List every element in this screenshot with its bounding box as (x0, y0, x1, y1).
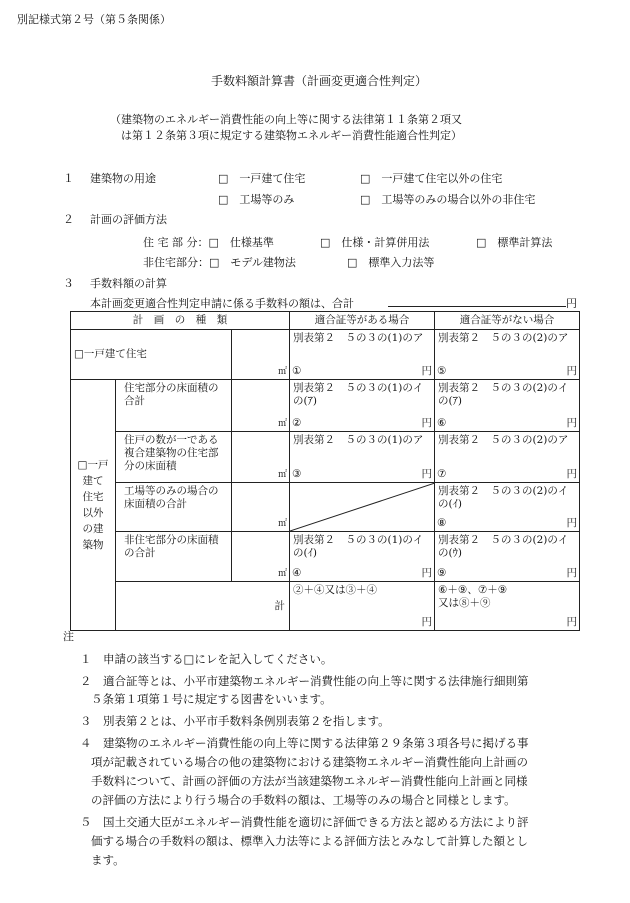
diagonal-slash (290, 483, 435, 531)
subtitle-line-1: （建築物のエネルギー消費性能の向上等に関する法律第１１条第２項又 (110, 113, 462, 126)
label-nonresidential-area: 非住宅部分の床面積の合計 (116, 532, 232, 582)
label-residential-area: 住宅部分の床面積の合計 (116, 380, 232, 432)
area-input-complex[interactable]: ㎡ (232, 432, 290, 483)
section2-label: 計画の評価方法 (90, 213, 167, 226)
note-5-line-1: ５ 国土交通大臣がエネルギー消費性能を適切に評価できる方法と認める方法により評 (80, 815, 529, 829)
detached-house-checkbox[interactable]: □一戸建て住宅 (71, 330, 232, 380)
total-without-cell[interactable]: ⑥＋⑨、⑦＋⑨ 又は⑧＋⑨ 円 (435, 582, 580, 631)
cell-with-na (290, 483, 435, 532)
cell-with-1: 別表第２ ５の３の(1)のア ① 円 (290, 330, 435, 380)
header-with-certificate: 適合証等がある場合 (290, 312, 435, 330)
other-building-checkbox[interactable]: □一戸 建て 住宅 以外 の建 築物 (71, 380, 116, 631)
area-input-detached[interactable]: ㎡ (232, 330, 290, 380)
method-nonres-model[interactable]: 非住宅部分：□ モデル建物法 (143, 256, 296, 269)
use-checkbox-other-residential[interactable]: □ 一戸建て住宅以外の住宅 (360, 172, 503, 185)
method-nonres-standard-input[interactable]: □ 標準入力法等 (347, 256, 435, 269)
table-header-row (71, 312, 580, 330)
cell-without-7: 別表第２ ５の３の(2)のア ⑦ 円 (435, 432, 580, 483)
header-without-certificate: 適合証等がない場合 (435, 312, 580, 330)
table-row (71, 483, 580, 532)
total-label-cell: 計 (116, 582, 290, 631)
label-single-unit-complex: 住戸の数が一である複合建築物の住宅部分の床面積 (116, 432, 232, 483)
table-row (71, 582, 580, 631)
section3-number: ３ (63, 277, 74, 290)
method-residential-standard[interactable]: □ 標準計算法 (476, 236, 553, 249)
cell-with-2: 別表第２ ５の３の(1)のイの(ｱ) ② 円 (290, 380, 435, 432)
area-input-residential[interactable]: ㎡ (232, 380, 290, 432)
header-plan-type: 計 画 の 種 類 (71, 312, 290, 330)
use-checkbox-nonresidential[interactable]: □ 工場等のみの場合以外の非住宅 (360, 193, 536, 206)
section1-label: 建築物の用途 (90, 172, 156, 185)
use-checkbox-detached[interactable]: □ 一戸建て住宅 (218, 172, 306, 185)
note-2-line-1: ２ 適合証等とは、小平市建築物エネルギー消費性能の向上等に関する法律施行細則第 (80, 674, 529, 688)
note-4-line-4: の評価の方法により行う場合の手数料の額は、工場等のみの場合と同様とします。 (91, 793, 516, 807)
cell-without-9: 別表第２ ５の３の(2)のイの(ｳ) ⑨ 円 (435, 532, 580, 582)
total-amount-text: 本計画変更適合性判定申請に係る手数料の額は、合計 (90, 297, 354, 310)
subtitle-line-2: は第１２条第３項に規定する建築物エネルギー消費性能適合性判定） (121, 129, 462, 142)
note-2-line-2: ５条第１項第１号に規定する図書をいいます。 (91, 692, 332, 706)
area-input-factory[interactable]: ㎡ (232, 483, 290, 532)
table-row (71, 330, 580, 380)
cell-with-4: 別表第２ ５の３の(1)のイの(ｲ) ④ 円 (290, 532, 435, 582)
note-4-line-3: 手数料について、計画の評価の方法が当該建築物エネルギー消費性能向上計画と同様 (91, 774, 528, 788)
area-input-nonresidential[interactable]: ㎡ (232, 532, 290, 582)
table-row (71, 432, 580, 483)
cell-without-8: 別表第２ ５の３の(2)のイの(ｲ) ⑧ 円 (435, 483, 580, 532)
note-4-line-1: ４ 建築物のエネルギー消費性能の向上等に関する法律第２９条第３項各号に掲げる事 (80, 736, 529, 750)
note-5-line-2: 価する場合の手数料の額は、標準入力法等による評価方法とみなして計算した額とし (91, 834, 528, 848)
method-residential-combined[interactable]: □ 仕様・計算併用法 (320, 236, 430, 249)
method-residential-spec[interactable]: 住 宅 部 分：□ 仕様基準 (143, 236, 274, 249)
cell-with-3: 別表第２ ５の３の(1)のア ③ 円 (290, 432, 435, 483)
table-row (71, 532, 580, 582)
total-amount-yen: 円 (566, 297, 577, 310)
section1-number: １ (63, 172, 74, 185)
total-amount-field[interactable] (388, 306, 566, 307)
notes-heading: 注 (63, 630, 74, 643)
table-row (71, 380, 580, 432)
section2-number: ２ (63, 213, 74, 226)
note-5-line-3: ます。 (91, 853, 125, 867)
label-factory-area: 工場等のみの場合の床面積の合計 (116, 483, 232, 532)
fee-table (70, 311, 580, 631)
note-3: ３ 別表第２とは、小平市手数料条例別表第２を指します。 (80, 714, 390, 728)
page-title: 手数料額計算書（計画変更適合性判定） (211, 74, 428, 88)
cell-without-5: 別表第２ ５の３の(2)のア ⑤ 円 (435, 330, 580, 380)
note-1: １ 申請の該当する□にレを記入してください。 (80, 652, 333, 666)
total-with-cell[interactable]: ②＋④又は③＋④ 円 (290, 582, 435, 631)
note-4-line-2: 項が記載されている場合の他の建築物における建築物エネルギー消費性能向上計画の (91, 755, 528, 769)
cell-without-6: 別表第２ ５の３の(2)のイの(ｱ) ⑥ 円 (435, 380, 580, 432)
section3-label: 手数料額の計算 (90, 277, 167, 290)
use-checkbox-factory[interactable]: □ 工場等のみ (218, 193, 295, 206)
form-reference: 別記様式第２号（第５条関係） (17, 13, 171, 26)
